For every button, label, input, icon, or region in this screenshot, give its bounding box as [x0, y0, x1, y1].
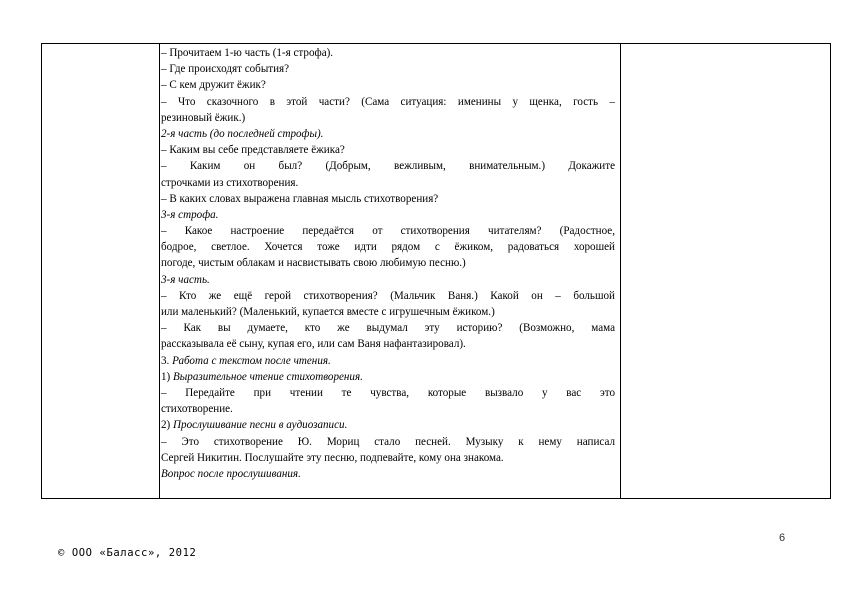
text-line: – Каким вы себе представляете ёжика? [161, 144, 345, 157]
text-line: строчками из стихотворения. [161, 176, 299, 189]
section-number: 2) [161, 419, 174, 432]
section-number: 3. [161, 354, 173, 367]
section-number: 1) [161, 370, 174, 383]
text-line: 3-я часть. [161, 273, 210, 286]
section-heading: Прослушивание песни в аудиозаписи. [173, 419, 348, 432]
text-line: Сергей Никитин. Послушайте эту песню, подпевайте, кому она знакома. [161, 451, 504, 464]
column-divider-right [620, 44, 621, 498]
text-line [161, 369, 615, 385]
text-line: резиновый ёжик.) [161, 111, 246, 124]
text-line: стихотворение. [161, 403, 233, 416]
text-line: – Это стихотворение Ю. Мориц стало песней. Музыку к нему написал [161, 435, 615, 448]
text-line: – Кто же ещё герой стихотворения? (Мальчик Ваня.) Какой он – большой [161, 289, 615, 302]
text-line: бодрое, светлое. Хочется тоже идти рядом с ёжиком, радоваться хорошей [161, 241, 615, 254]
text-line [161, 353, 615, 369]
text-line: – Как вы думаете, кто же выдумал эту историю? (Возможно, мама [161, 322, 615, 335]
section-heading: Работа с текстом после чтения. [172, 354, 331, 367]
text-line: Вопрос после прослушивания. [161, 467, 301, 480]
text-line: или маленький? (Маленький, купается вместе с игрушечным ёжиком.) [161, 306, 495, 318]
text-line: 2-я часть (до последней строфы). [161, 127, 324, 140]
text-line: – Что сказочного в этой части? (Сама ситуация: именины у щенка, гость – [161, 95, 615, 108]
text-line: – В каких словах выражена главная мысль стихотворения? [161, 192, 439, 205]
text-line: 3-я строфа. [161, 208, 219, 221]
text-line: – Где происходят события? [161, 63, 290, 76]
text-line: погоде, чистым облакам и насвистывать свою любимую песню.) [161, 257, 466, 270]
text-line: рассказывала её сыну, купая его, или сам Ваня нафантазировал). [161, 338, 466, 351]
text-line: – Передайте при чтении те чувства, которые вызвало у вас это [161, 386, 615, 399]
text-line: – С кем дружит ёжик? [161, 79, 266, 92]
page-number: 6 [779, 532, 786, 544]
text-line: – Каким он был? (Добрым, вежливым, внимательным.) Докажите [161, 160, 615, 173]
text-line: – Прочитаем 1-ю часть (1-я строфа). [161, 47, 334, 59]
lesson-content-cell [161, 45, 615, 482]
text-line [161, 417, 615, 433]
column-divider-left [159, 44, 160, 498]
text-line: – Какое настроение передаётся от стихотворения читателям? (Радостное, [161, 225, 615, 238]
section-heading: Выразительное чтение стихотворения. [173, 370, 363, 383]
copyright-footer: © ООО «Баласс», 2012 [58, 547, 197, 559]
